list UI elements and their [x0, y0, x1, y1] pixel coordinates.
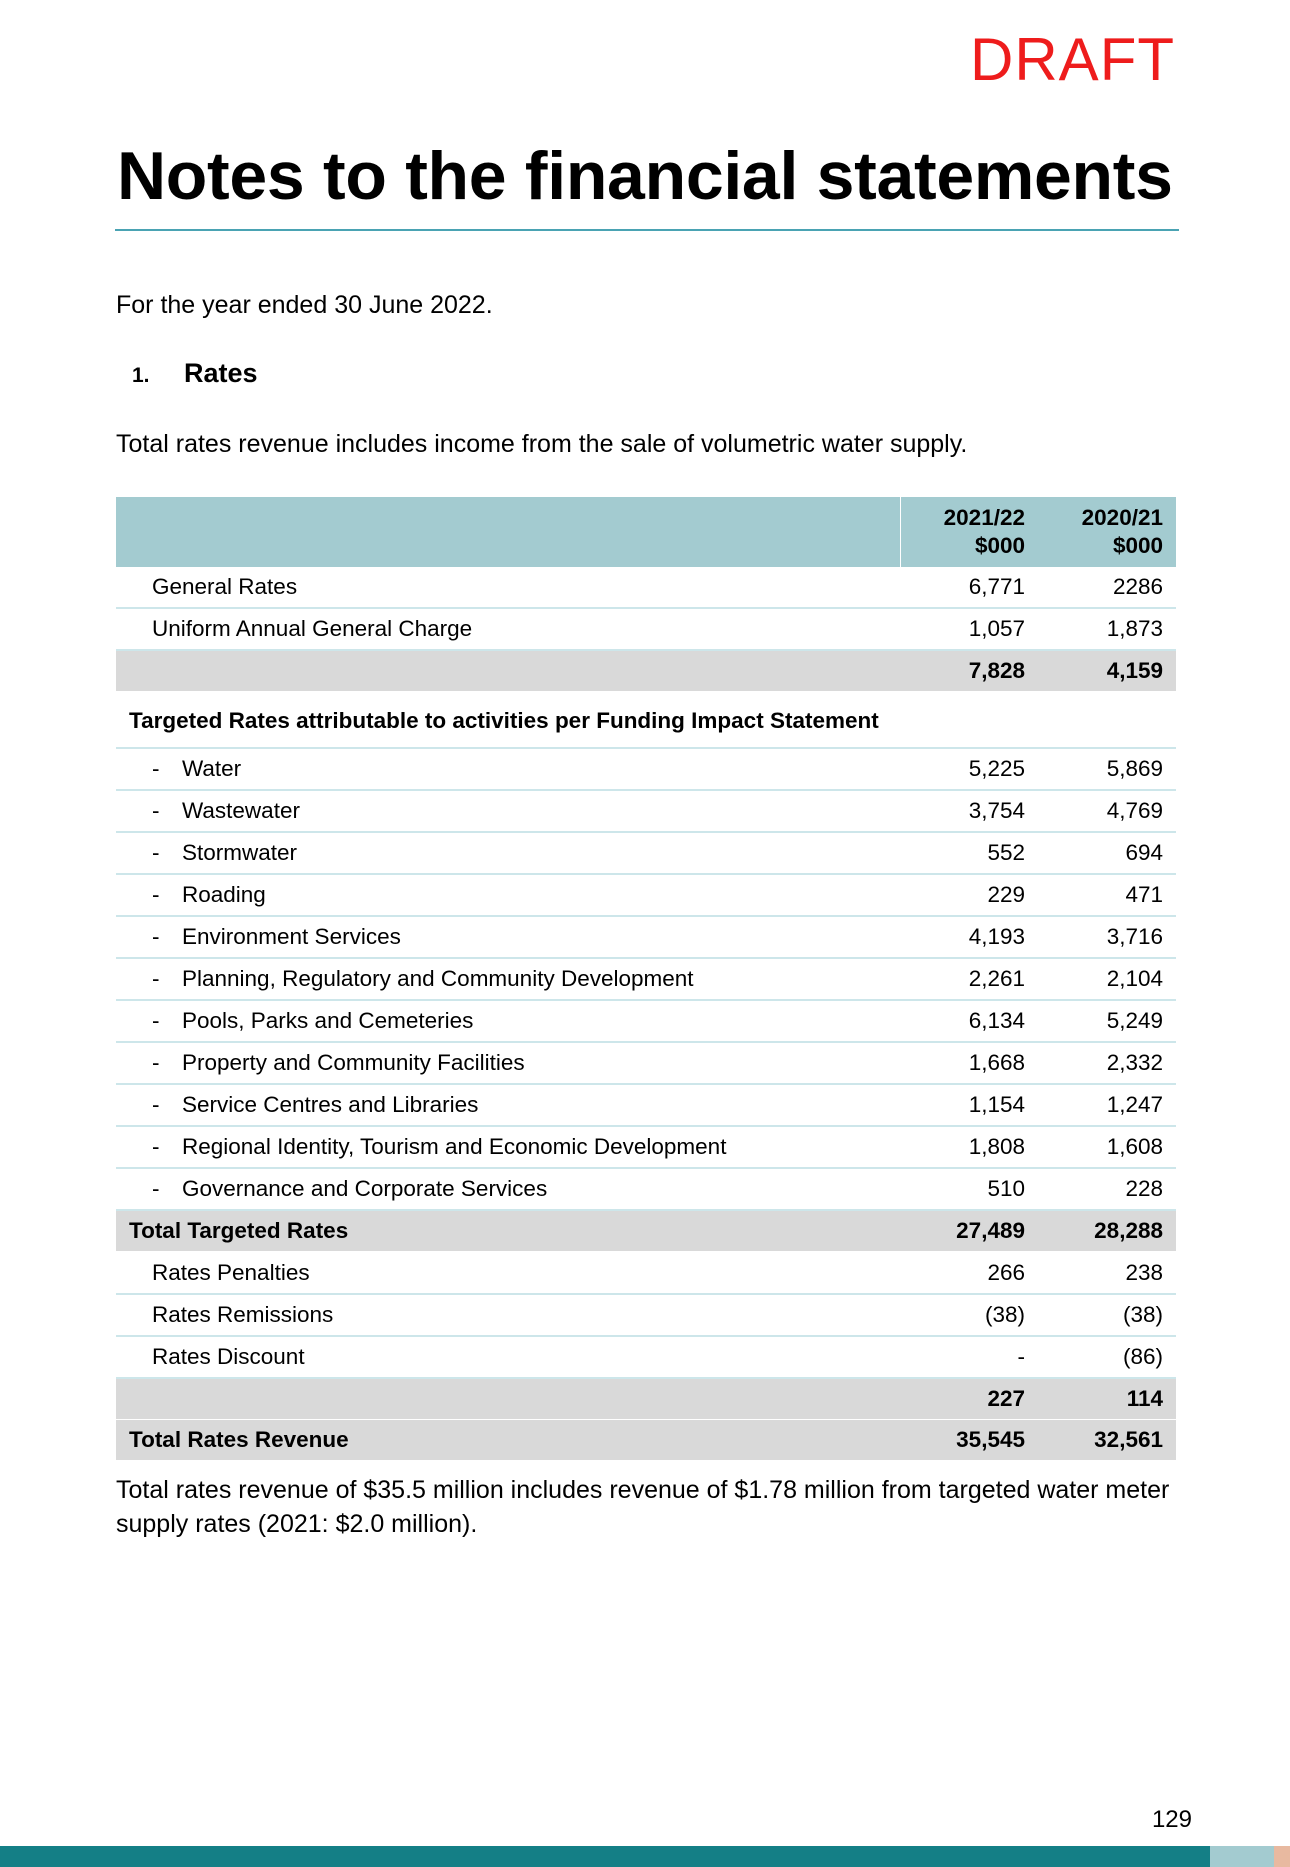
- row-subtotal-other: [116, 1378, 1176, 1420]
- row-general-rates: [116, 567, 1176, 608]
- page-number: 129: [1151, 1806, 1192, 1833]
- value-2021-22: (38): [900, 1294, 1038, 1336]
- bullet-dash: -: [152, 1092, 160, 1117]
- row-label: Rates Penalties: [116, 1252, 900, 1294]
- draft-watermark: DRAFT: [970, 26, 1175, 93]
- value-2021-22: 510: [900, 1168, 1038, 1210]
- row-rates-remissions: [116, 1294, 1176, 1336]
- section-number: 1.: [132, 364, 150, 387]
- row-label: Water: [182, 756, 242, 781]
- header-unit-1: $000: [974, 533, 1025, 558]
- value-2020-21: 694: [1038, 832, 1176, 874]
- row-uagc: [116, 608, 1176, 650]
- rates-table: [116, 497, 1176, 1462]
- page-title: Notes to the financial statements: [117, 138, 1173, 214]
- value-2021-22: 266: [900, 1252, 1038, 1294]
- section-name: Rates: [184, 358, 258, 388]
- row-targeted-regional-identity: [116, 1126, 1176, 1168]
- row-targeted-stormwater: [116, 832, 1176, 874]
- value-2021-22: 35,545: [900, 1420, 1038, 1462]
- row-targeted-wastewater: [116, 790, 1176, 832]
- row-label: Total Rates Revenue: [116, 1420, 900, 1462]
- value-2021-22: 3,754: [900, 790, 1038, 832]
- bullet-dash: -: [152, 924, 160, 949]
- row-total-rates-revenue: [116, 1420, 1176, 1462]
- row-label: Roading: [182, 882, 266, 907]
- header-year-1: 2021/22: [943, 505, 1025, 530]
- value-2020-21: 1,873: [1038, 608, 1176, 650]
- bullet-dash: -: [152, 840, 160, 865]
- bullet-dash: -: [152, 1176, 160, 1201]
- row-rates-discount: [116, 1336, 1176, 1378]
- bullet-dash: -: [152, 798, 160, 823]
- table-header-row: [116, 497, 1176, 567]
- bullet-dash: -: [152, 756, 160, 781]
- value-2021-22: 1,057: [900, 608, 1038, 650]
- row-label: Environment Services: [182, 924, 401, 949]
- value-2021-22: 5,225: [900, 748, 1038, 790]
- footer-bar: [0, 1846, 1210, 1867]
- row-label: Service Centres and Libraries: [182, 1092, 479, 1117]
- row-subtotal-general: [116, 650, 1176, 692]
- bullet-dash: -: [152, 1050, 160, 1075]
- value-2021-22: 1,808: [900, 1126, 1038, 1168]
- row-label: Wastewater: [182, 798, 300, 823]
- targeted-heading-label: Targeted Rates attributable to activities per Funding Impact Statement: [116, 692, 900, 748]
- header-label-cell: [116, 497, 900, 567]
- row-targeted-pools: [116, 1000, 1176, 1042]
- footer-tab: [1210, 1846, 1274, 1867]
- value-2020-21: 114: [1038, 1378, 1176, 1420]
- value-2021-22: 1,154: [900, 1084, 1038, 1126]
- row-targeted-environment: [116, 916, 1176, 958]
- value-2021-22: 7,828: [900, 650, 1038, 692]
- row-targeted-roading: [116, 874, 1176, 916]
- row-label: Regional Identity, Tourism and Economic Development: [182, 1134, 727, 1159]
- row-label: Total Targeted Rates: [116, 1210, 900, 1252]
- value-2020-21: 5,869: [1038, 748, 1176, 790]
- row-targeted-property: [116, 1042, 1176, 1084]
- value-2020-21: 1,608: [1038, 1126, 1176, 1168]
- value-2020-21: 4,159: [1038, 650, 1176, 692]
- value-2021-22: 229: [900, 874, 1038, 916]
- bullet-dash: -: [152, 1134, 160, 1159]
- row-targeted-heading: [116, 692, 1176, 748]
- value-2020-21: 5,249: [1038, 1000, 1176, 1042]
- value-2020-21: 4,769: [1038, 790, 1176, 832]
- row-rates-penalties: [116, 1252, 1176, 1294]
- value-2021-22: 27,489: [900, 1210, 1038, 1252]
- header-2021-22: [900, 497, 1038, 567]
- row-label: Rates Discount: [116, 1336, 900, 1378]
- value-2020-21: 3,716: [1038, 916, 1176, 958]
- value-2021-22: 227: [900, 1378, 1038, 1420]
- row-targeted-water: [116, 748, 1176, 790]
- row-label: Governance and Corporate Services: [182, 1176, 548, 1201]
- header-unit-2: $000: [1112, 533, 1163, 558]
- value-2021-22: 1,668: [900, 1042, 1038, 1084]
- row-label: Rates Remissions: [116, 1294, 900, 1336]
- period-subtitle: For the year ended 30 June 2022.: [116, 291, 493, 319]
- empty-cell: [1038, 692, 1176, 748]
- value-2021-22: 6,771: [900, 567, 1038, 608]
- row-label: General Rates: [116, 567, 900, 608]
- value-2020-21: 1,247: [1038, 1084, 1176, 1126]
- value-2021-22: 6,134: [900, 1000, 1038, 1042]
- empty-cell: [900, 692, 1038, 748]
- value-2020-21: 28,288: [1038, 1210, 1176, 1252]
- bullet-dash: -: [152, 1008, 160, 1033]
- row-targeted-governance: [116, 1168, 1176, 1210]
- value-2020-21: 228: [1038, 1168, 1176, 1210]
- value-2020-21: 2,104: [1038, 958, 1176, 1000]
- bullet-dash: -: [152, 882, 160, 907]
- bullet-dash: -: [152, 966, 160, 991]
- row-targeted-planning: [116, 958, 1176, 1000]
- section-heading: [132, 358, 258, 389]
- value-2020-21: 32,561: [1038, 1420, 1176, 1462]
- header-year-2: 2020/21: [1081, 505, 1163, 530]
- value-2021-22: 2,261: [900, 958, 1038, 1000]
- value-2020-21: 471: [1038, 874, 1176, 916]
- row-label: Stormwater: [182, 840, 298, 865]
- value-2021-22: 4,193: [900, 916, 1038, 958]
- header-2020-21: [1038, 497, 1176, 567]
- title-underline: [115, 229, 1179, 231]
- row-label: Pools, Parks and Cemeteries: [182, 1008, 474, 1033]
- intro-paragraph: Total rates revenue includes income from the sale of volumetric water supply.: [116, 430, 968, 458]
- value-2020-21: (38): [1038, 1294, 1176, 1336]
- footnote-paragraph: Total rates revenue of $35.5 million includes revenue of $1.78 million from targeted water meter supply rates (2021: $2.0 million).: [116, 1476, 1170, 1538]
- value-2020-21: 2,332: [1038, 1042, 1176, 1084]
- row-label: Uniform Annual General Charge: [116, 608, 900, 650]
- value-2021-22: 552: [900, 832, 1038, 874]
- row-targeted-service-centres: [116, 1084, 1176, 1126]
- row-label-empty: [116, 650, 900, 692]
- footer-tab-accent: [1274, 1846, 1290, 1867]
- value-2021-22: -: [900, 1336, 1038, 1378]
- row-label: Planning, Regulatory and Community Development: [182, 966, 694, 991]
- value-2020-21: (86): [1038, 1336, 1176, 1378]
- value-2020-21: 2286: [1038, 567, 1176, 608]
- row-total-targeted-rates: [116, 1210, 1176, 1252]
- row-label: Property and Community Facilities: [182, 1050, 525, 1075]
- row-label-empty: [116, 1378, 900, 1420]
- value-2020-21: 238: [1038, 1252, 1176, 1294]
